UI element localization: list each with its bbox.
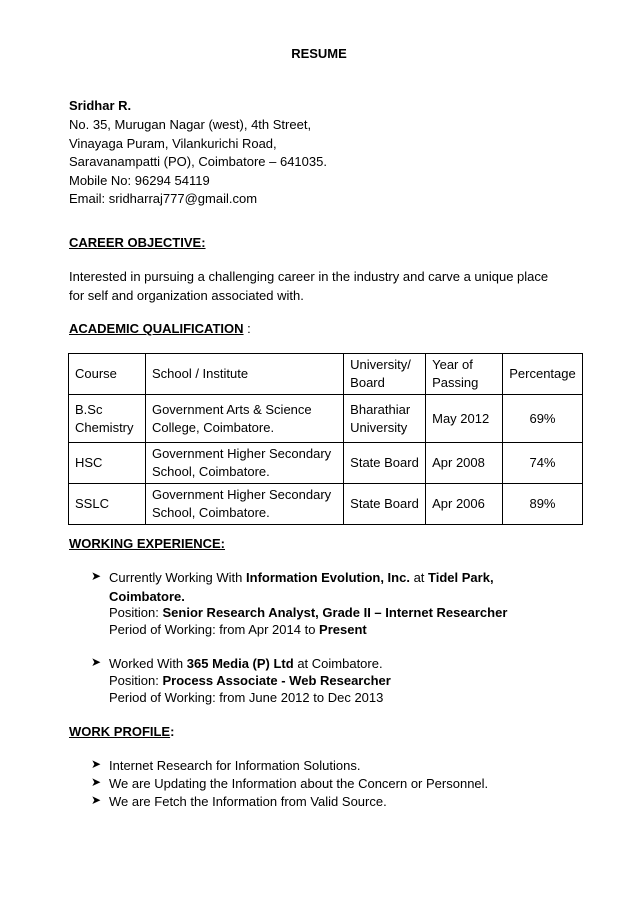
document-title: RESUME bbox=[291, 46, 347, 61]
header-board: University/ Board bbox=[344, 354, 426, 395]
job2-position bbox=[109, 672, 391, 690]
academic-heading-label: ACADEMIC QUALIFICATION bbox=[69, 321, 244, 336]
job1-period bbox=[109, 621, 367, 639]
table-header-row bbox=[69, 354, 583, 395]
email-address: Email: sridharraj777@gmail.com bbox=[69, 191, 258, 206]
arrowhead-bullet-icon: ➤ bbox=[91, 757, 102, 771]
cell-board: State Board bbox=[344, 443, 426, 484]
job1-at: at bbox=[409, 570, 429, 585]
job1-position-title: Senior Research Analyst, Grade II – Internet Researcher bbox=[162, 605, 508, 620]
academic-heading-suffix: : bbox=[243, 321, 251, 336]
profile-item: We are Fetch the Information from Valid Source. bbox=[109, 794, 387, 809]
cell-school: Government Arts & Science College, Coimbatore. bbox=[145, 395, 343, 443]
career-objective-line-2: for self and organization associated with. bbox=[69, 288, 304, 303]
career-objective-line-1: Interested in pursuing a challenging career in the industry and carve a unique place bbox=[69, 269, 549, 284]
academic-table bbox=[68, 353, 583, 525]
cell-course: SSLC bbox=[69, 484, 146, 525]
cell-course: B.Sc Chemistry bbox=[69, 395, 146, 443]
profile-item: We are Updating the Information about the Concern or Personnel. bbox=[109, 776, 489, 791]
profile-heading-suffix: : bbox=[170, 724, 175, 739]
cell-school: Government Higher Secondary School, Coimbatore. bbox=[145, 443, 343, 484]
cell-year: Apr 2006 bbox=[426, 484, 503, 525]
job2-period: Period of Working: from June 2012 to Dec 2013 bbox=[109, 690, 384, 705]
cell-year: May 2012 bbox=[426, 395, 503, 443]
job1-period-label: Period of Working: from Apr 2014 to bbox=[109, 622, 320, 637]
cell-percentage: 74% bbox=[502, 443, 582, 484]
arrowhead-bullet-icon: ➤ bbox=[91, 655, 102, 669]
table-row bbox=[69, 484, 583, 525]
header-year: Year of Passing bbox=[426, 354, 503, 395]
arrowhead-bullet-icon: ➤ bbox=[91, 569, 102, 583]
cell-percentage: 89% bbox=[502, 484, 582, 525]
cell-board: Bharathiar University bbox=[344, 395, 426, 443]
cell-year: Apr 2008 bbox=[426, 443, 503, 484]
header-school: School / Institute bbox=[145, 354, 343, 395]
profile-heading-label: WORK PROFILE bbox=[69, 724, 171, 739]
cell-school: Government Higher Secondary School, Coimbatore. bbox=[145, 484, 343, 525]
job2-prefix: Worked With bbox=[109, 656, 187, 671]
career-objective-heading: CAREER OBJECTIVE: bbox=[69, 235, 206, 250]
table-row bbox=[69, 443, 583, 484]
job2-company: 365 Media (P) Ltd bbox=[186, 656, 294, 671]
job1-place-line-2: Coimbatore. bbox=[109, 589, 185, 604]
job2-position-label: Position: bbox=[109, 673, 163, 688]
header-percentage: Percentage bbox=[502, 354, 582, 395]
job1-period-end: Present bbox=[319, 622, 367, 637]
job1-place: Tidel Park, bbox=[428, 570, 494, 585]
job1-position-label: Position: bbox=[109, 605, 163, 620]
job2-position-title: Process Associate - Web Researcher bbox=[162, 673, 391, 688]
academic-heading bbox=[69, 320, 251, 338]
table-row bbox=[69, 395, 583, 443]
profile-heading bbox=[69, 723, 174, 741]
header-course: Course bbox=[69, 354, 146, 395]
candidate-name: Sridhar R. bbox=[69, 98, 132, 113]
job1-line bbox=[109, 569, 494, 587]
job1-position bbox=[109, 604, 507, 622]
cell-percentage: 69% bbox=[502, 395, 582, 443]
cell-course: HSC bbox=[69, 443, 146, 484]
address-line-3: Saravanampatti (PO), Coimbatore – 641035. bbox=[69, 154, 327, 169]
arrowhead-bullet-icon: ➤ bbox=[91, 775, 102, 789]
arrowhead-bullet-icon: ➤ bbox=[91, 793, 102, 807]
job2-line bbox=[109, 655, 383, 673]
job1-prefix: Currently Working With bbox=[109, 570, 247, 585]
cell-board: State Board bbox=[344, 484, 426, 525]
experience-heading: WORKING EXPERIENCE: bbox=[69, 536, 226, 551]
address-line-2: Vinayaga Puram, Vilankurichi Road, bbox=[69, 136, 277, 151]
mobile-number: Mobile No: 96294 54119 bbox=[69, 173, 210, 188]
profile-item: Internet Research for Information Solutions. bbox=[109, 758, 361, 773]
job2-at: at Coimbatore. bbox=[293, 656, 383, 671]
address-line-1: No. 35, Murugan Nagar (west), 4th Street, bbox=[69, 117, 312, 132]
job1-company: Information Evolution, Inc. bbox=[246, 570, 410, 585]
